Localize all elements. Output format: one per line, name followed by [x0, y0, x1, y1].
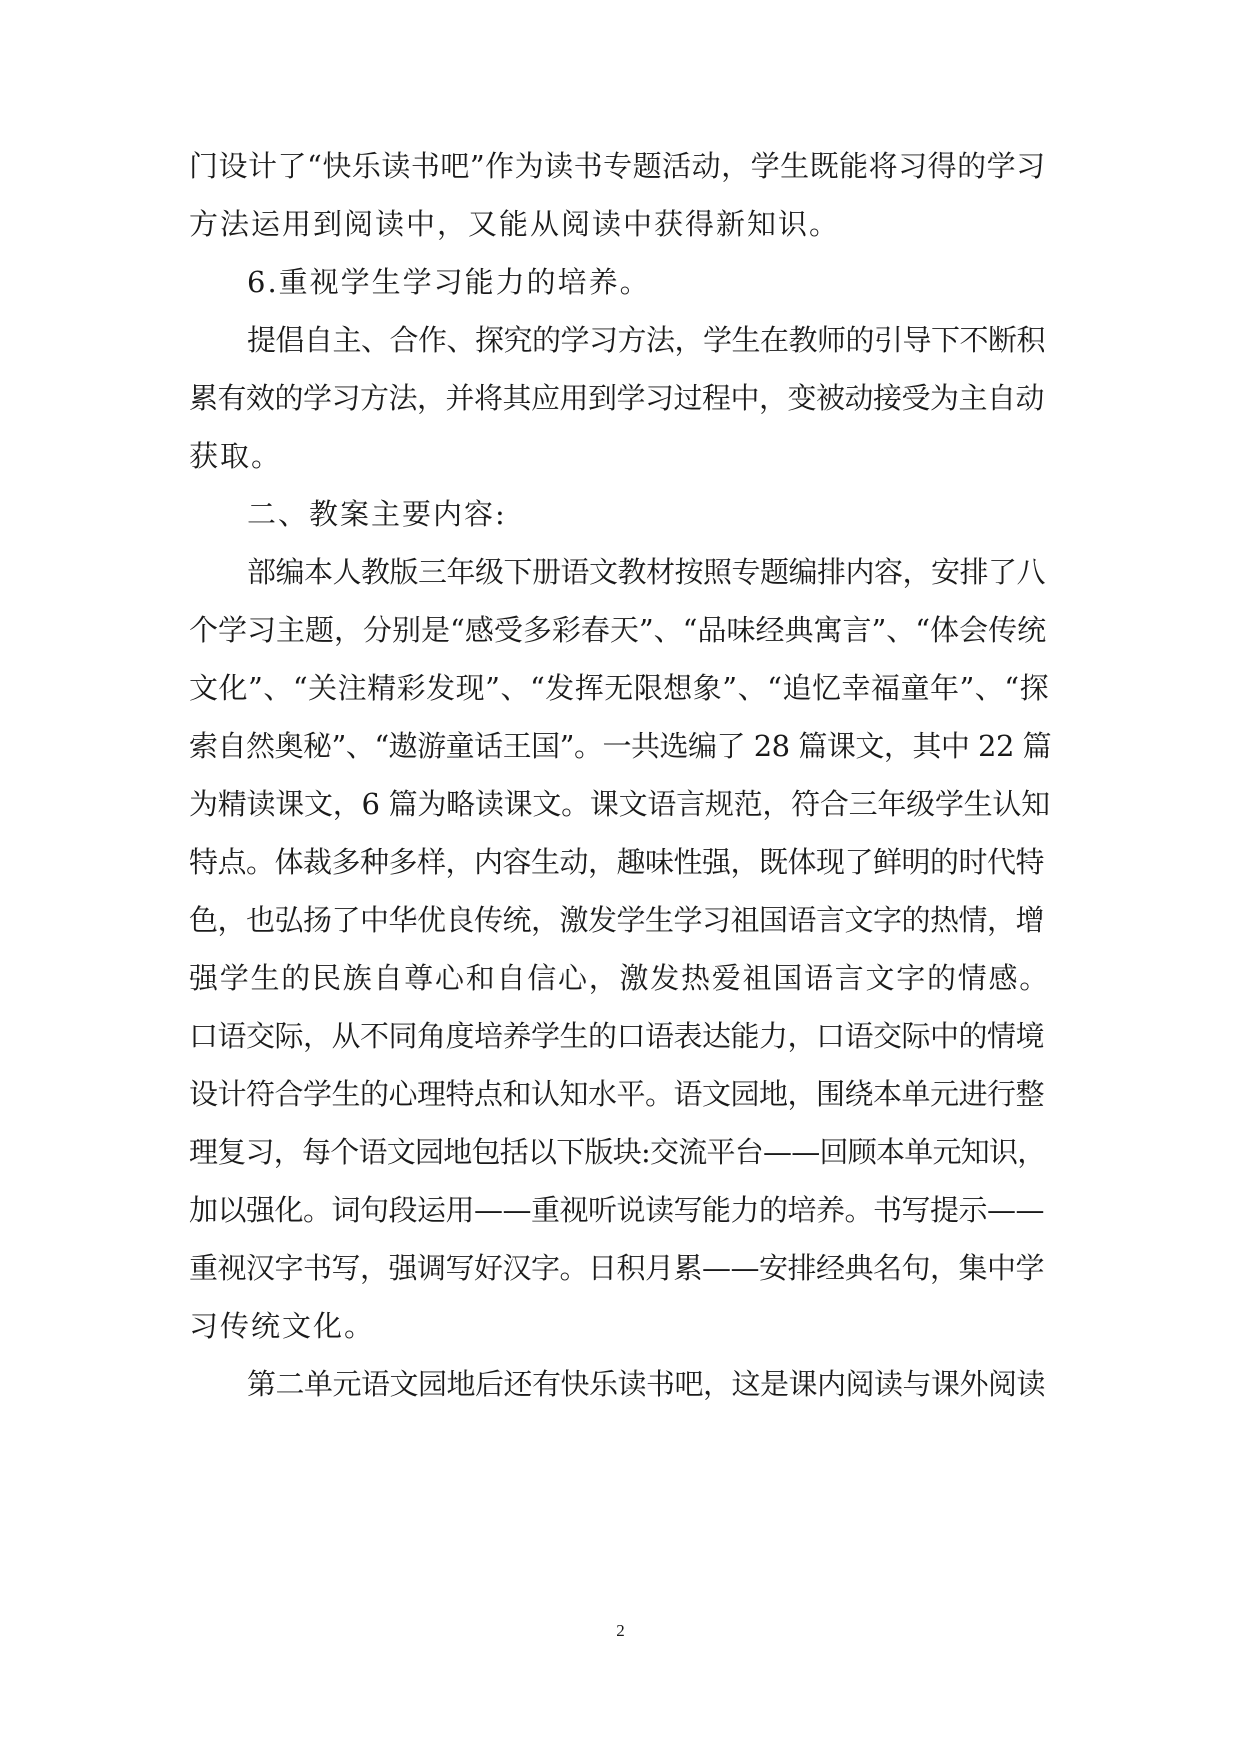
text-line: 门设计了“快乐读书吧”作为读书专题活动，学生既能将习得的学习	[189, 149, 1046, 183]
text-line: 理复习，每个语文园地包括以下版块:交流平台——回顾本单元知识，	[189, 1135, 1046, 1169]
text-line: 重视汉字书写，强调写好汉字。日积月累——安排经典名句，集中学	[189, 1251, 1045, 1285]
text-line: 个学习主题，分别是“感受多彩春天”、“品味经典寓言”、“体会传统	[189, 613, 1047, 647]
text-line: 文化”、“关注精彩发现”、“发挥无限想象”、“追忆幸福童年”、“探	[189, 671, 1050, 705]
text-line: 方法运用到阅读中，又能从阅读中获得新知识。	[189, 207, 841, 241]
text-line: 第二单元语文园地后还有快乐读书吧，这是课内阅读与课外阅读	[247, 1367, 1046, 1401]
text-line: 强学生的民族自尊心和自信心，激发热爱祖国语言文字的情感。	[189, 961, 1051, 995]
text-line: 部编本人教版三年级下册语文教材按照专题编排内容，安排了八	[247, 555, 1046, 589]
text-line: 累有效的学习方法，并将其应用到学习过程中，变被动接受为主自动	[189, 381, 1045, 415]
section-heading: 二、教案主要内容:	[247, 497, 507, 531]
list-heading: 6.重视学生学习能力的培养。	[247, 265, 651, 299]
text-line: 获取。	[189, 439, 283, 473]
text-line: 为精读课文，6 篇为略读课文。课文语言规范，符合三年级学生认知	[189, 787, 1050, 821]
text-line: 索自然奥秘”、“遨游童话王国”。一共选编了 28 篇课文，其中 22 篇	[189, 729, 1052, 763]
text-line: 习传统文化。	[189, 1309, 376, 1343]
text-line: 特点。体裁多种多样，内容生动，趣味性强，既体现了鲜明的时代特	[189, 845, 1045, 879]
text-line: 提倡自主、合作、探究的学习方法，学生在教师的引导下不断积	[247, 323, 1046, 357]
text-line: 口语交际，从不同角度培养学生的口语表达能力，口语交际中的情境	[189, 1019, 1045, 1053]
text-line: 加以强化。词句段运用——重视听说读写能力的培养。书写提示——	[189, 1193, 1045, 1227]
page-number: 2	[616, 1621, 625, 1640]
text-line: 设计符合学生的心理特点和认知水平。语文园地，围绕本单元进行整	[189, 1077, 1045, 1111]
text-line: 色，也弘扬了中华优良传统，激发学生学习祖国语言文字的热情，增	[189, 903, 1045, 937]
